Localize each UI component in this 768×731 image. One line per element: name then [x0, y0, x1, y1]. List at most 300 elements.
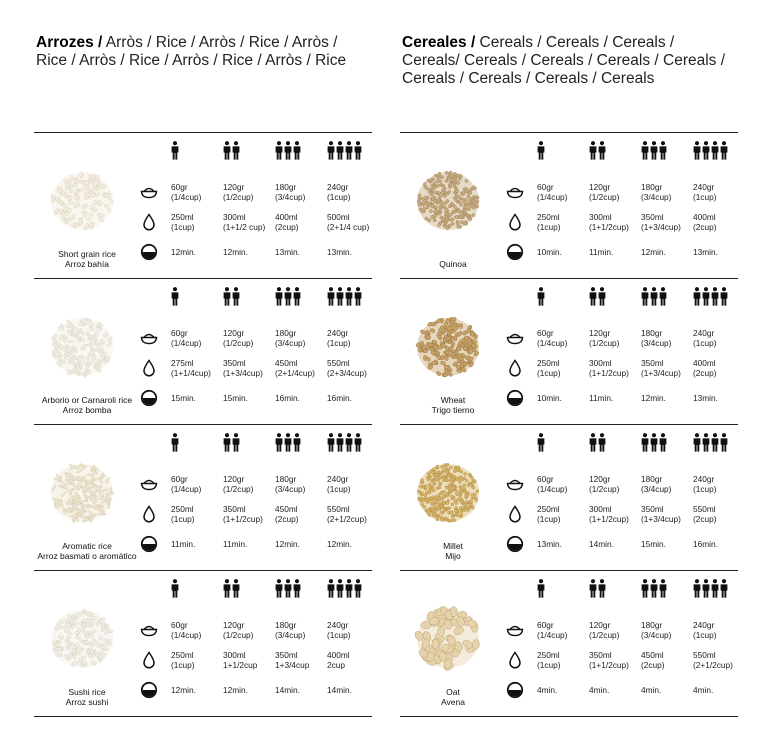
person-icon [171, 141, 179, 160]
person-icon [354, 141, 362, 160]
water-value [641, 213, 681, 232]
person-icon [223, 579, 231, 598]
person-icon [345, 141, 353, 160]
grams-value-line: (1/2cup) [589, 483, 620, 494]
time-value: 12min. [171, 247, 196, 257]
food-section [34, 132, 372, 278]
water-value-line: (1+1/2cup) [223, 513, 263, 524]
grams-value [223, 183, 253, 202]
grams-value [589, 621, 619, 640]
food-name-line: Arroz bomba [62, 405, 112, 415]
person-icon [354, 433, 362, 452]
food-name-line: Oat [446, 687, 460, 697]
food-name-line: Arroz sushi [65, 697, 109, 707]
water-value-line: 300ml [589, 358, 612, 368]
servings-3-people [641, 433, 667, 453]
person-icon [223, 433, 231, 452]
water-value-line: 1+3/4cup [275, 659, 310, 670]
person-icon [275, 141, 283, 160]
clock-icon [506, 243, 524, 261]
servings-1-people [537, 433, 545, 453]
person-icon [720, 579, 728, 598]
water-value [171, 651, 195, 670]
time-value: 15min. [171, 393, 196, 403]
rice-heading-bold: Arrozes / [36, 34, 103, 51]
water-value-line: (2cup) [275, 513, 299, 524]
person-icon [345, 287, 353, 306]
person-icon [537, 433, 545, 452]
water-value [693, 359, 717, 378]
person-icon [327, 287, 335, 306]
water-value-line: (1cup) [537, 513, 561, 524]
grams-value-line: 60gr [537, 474, 554, 484]
grams-value-line: 240gr [327, 182, 349, 192]
food-name-line: Mijo [445, 551, 461, 561]
grams-value-line: 180gr [641, 182, 663, 192]
water-value-line: (1cup) [537, 659, 561, 670]
grams-value-line: (1/4cup) [537, 483, 568, 494]
water-value-line: 550ml [327, 504, 350, 514]
grams-value-line: (1/4cup) [171, 483, 202, 494]
grams-value-line: (1/4cup) [537, 191, 568, 202]
water-value [693, 651, 733, 670]
servings-4-people [327, 433, 362, 453]
person-icon [327, 141, 335, 160]
food-name-line: Sushi rice [68, 687, 106, 697]
person-icon [171, 433, 179, 452]
time-value: 12min. [327, 539, 352, 549]
servings-2-people [589, 579, 606, 599]
grams-value-line: (1/4cup) [171, 629, 202, 640]
person-icon [650, 433, 658, 452]
clock-icon [140, 243, 158, 261]
bowl-icon [140, 183, 158, 201]
clock-icon [506, 681, 524, 699]
bowl-icon [140, 329, 158, 347]
grams-value-line: (1/2cup) [589, 629, 620, 640]
water-value [537, 359, 561, 378]
time-value: 15min. [641, 539, 666, 549]
grams-value-line: (1/4cup) [537, 629, 568, 640]
person-icon [336, 141, 344, 160]
grams-value [327, 329, 351, 348]
water-value-line: 300ml [223, 212, 246, 222]
water-value [693, 213, 717, 232]
water-value [537, 213, 561, 232]
grams-value [327, 183, 351, 202]
servings-1-people [171, 579, 179, 599]
water-drop-icon [140, 213, 158, 231]
water-value [327, 651, 350, 670]
grams-value-line: (3/4cup) [275, 191, 306, 202]
water-value-line: 250ml [537, 504, 560, 514]
food-name [394, 259, 512, 269]
grams-value-line: 180gr [275, 620, 297, 630]
servings-2-people [223, 287, 240, 307]
water-value [589, 359, 629, 378]
person-icon [354, 287, 362, 306]
water-value-line: (1cup) [537, 367, 561, 378]
servings-3-people [641, 287, 667, 307]
short-grain-rice-image [46, 163, 118, 235]
water-drop-icon [140, 651, 158, 669]
person-icon [659, 141, 667, 160]
water-value-line: 500ml [327, 212, 350, 222]
grams-value [693, 183, 717, 202]
person-icon [284, 141, 292, 160]
grams-value [641, 329, 671, 348]
person-icon [223, 287, 231, 306]
food-name-line: Arborio or Carnaroli rice [41, 395, 133, 405]
quinoa-image [412, 163, 484, 235]
food-name-line: Short grain rice [58, 249, 116, 259]
person-icon [702, 141, 710, 160]
person-icon [650, 287, 658, 306]
time-value: 13min. [327, 247, 352, 257]
grams-value-line: 60gr [537, 620, 554, 630]
servings-4-people [327, 141, 362, 161]
food-name-line: Arroz bahía [65, 259, 109, 269]
water-value [589, 213, 629, 232]
grams-value-line: 120gr [589, 328, 611, 338]
person-icon [336, 287, 344, 306]
time-value: 11min. [589, 247, 614, 257]
water-value-line: 350ml [223, 358, 246, 368]
person-icon [284, 579, 292, 598]
water-value-line: (2cup) [275, 221, 299, 232]
water-value-line: 450ml [275, 358, 298, 368]
water-value-line: 350ml [589, 650, 612, 660]
time-value: 4min. [589, 685, 610, 695]
grams-value [171, 183, 201, 202]
time-value: 13min. [275, 247, 300, 257]
grams-value [641, 621, 671, 640]
food-name-line: Aromatic rice [62, 541, 112, 551]
person-icon [275, 433, 283, 452]
water-value-line: (1+3/4cup) [641, 221, 681, 232]
food-section [400, 132, 738, 278]
grams-value [641, 183, 671, 202]
water-value-line: (1+1/2cup) [589, 513, 629, 524]
person-icon [293, 287, 301, 306]
water-value [589, 651, 629, 670]
water-value-line: (1+1/2 cup) [223, 221, 266, 232]
time-value: 16min. [693, 539, 718, 549]
water-value-line: (1cup) [537, 221, 561, 232]
food-section [400, 424, 738, 570]
grams-value-line: 60gr [171, 474, 188, 484]
servings-3-people [275, 579, 301, 599]
food-name [28, 541, 146, 561]
wheat-image [412, 309, 484, 381]
grams-value-line: 180gr [275, 182, 297, 192]
time-value: 13min. [693, 247, 718, 257]
grams-value [171, 475, 201, 494]
servings-2-people [589, 141, 606, 161]
person-icon [345, 579, 353, 598]
grams-value-line: (1/2cup) [589, 337, 620, 348]
time-value: 13min. [537, 539, 562, 549]
water-value-line: 250ml [537, 650, 560, 660]
water-value-line: 1+1/2cup [223, 659, 258, 670]
water-value-line: (2+1/2cup) [327, 513, 367, 524]
person-icon [598, 579, 606, 598]
grams-value-line: (1cup) [693, 337, 717, 348]
person-icon [598, 433, 606, 452]
water-value-line: 350ml [641, 504, 664, 514]
water-value-line: (2cup) [693, 513, 717, 524]
time-value: 13min. [693, 393, 718, 403]
person-icon [327, 433, 335, 452]
clock-icon [140, 535, 158, 553]
grams-value [275, 621, 305, 640]
food-section [34, 570, 372, 717]
sushi-rice-image [46, 601, 118, 673]
grams-value-line: 180gr [641, 328, 663, 338]
water-value-line: (1+3/4cup) [641, 513, 681, 524]
water-value-line: (1+1/4cup) [171, 367, 211, 378]
person-icon [537, 579, 545, 598]
grams-value [537, 621, 567, 640]
grams-value-line: (1/2cup) [223, 337, 254, 348]
time-value: 10min. [537, 247, 562, 257]
cereal-heading [402, 34, 732, 88]
grams-value-line: 60gr [171, 328, 188, 338]
water-value [275, 651, 309, 670]
water-value-line: 250ml [537, 358, 560, 368]
person-icon [232, 141, 240, 160]
food-name [394, 687, 512, 707]
time-value: 15min. [223, 393, 248, 403]
water-value-line: 350ml [641, 212, 664, 222]
time-value: 10min. [537, 393, 562, 403]
grams-value-line: 120gr [223, 620, 245, 630]
water-value [223, 213, 265, 232]
servings-1-people [537, 579, 545, 599]
servings-4-people [693, 141, 728, 161]
water-value-line: (2+1/2cup) [693, 659, 733, 670]
grams-value-line: (1/2cup) [223, 191, 254, 202]
water-value [327, 359, 367, 378]
grams-value [171, 621, 201, 640]
person-icon [720, 433, 728, 452]
arborio-rice-image [46, 309, 118, 381]
cereal-heading-rest: Cereals / Cereals / Cereals / Cereals/ Cereals / Cereals / Cereals / Cereals / Cereals / Cereals / Cereals / Cereals [402, 34, 726, 87]
water-drop-icon [140, 359, 158, 377]
rice-heading-rest: Arròs / Rice / Arròs / Rice / Arròs / Rice / Arròs / Rice / Arròs / Rice / Arròs / Rice [36, 34, 347, 69]
time-value: 16min. [327, 393, 352, 403]
person-icon [589, 433, 597, 452]
millet-image [412, 455, 484, 527]
person-icon [720, 287, 728, 306]
person-icon [589, 579, 597, 598]
time-value: 14min. [327, 685, 352, 695]
water-value-line: (1+3/4cup) [641, 367, 681, 378]
person-icon [232, 433, 240, 452]
water-value-line: (2cup) [693, 367, 717, 378]
time-value: 12min. [641, 247, 666, 257]
water-value [275, 505, 299, 524]
grams-value-line: 120gr [223, 328, 245, 338]
grams-value [327, 621, 351, 640]
grams-value-line: 240gr [693, 328, 715, 338]
grams-value [327, 475, 351, 494]
person-icon [345, 433, 353, 452]
water-value-line: 450ml [275, 504, 298, 514]
water-value-line: 300ml [589, 504, 612, 514]
person-icon [659, 579, 667, 598]
time-value: 12min. [223, 685, 248, 695]
servings-2-people [589, 287, 606, 307]
servings-2-people [589, 433, 606, 453]
person-icon [659, 287, 667, 306]
water-value-line: 550ml [327, 358, 350, 368]
food-name-line: Trigo tierno [431, 405, 475, 415]
water-value-line: 2cup [327, 659, 345, 670]
grams-value-line: (1/4cup) [171, 191, 202, 202]
servings-1-people [171, 433, 179, 453]
grams-value [223, 621, 253, 640]
water-value-line: (2cup) [693, 221, 717, 232]
food-name-line: Avena [441, 697, 465, 707]
time-value: 4min. [537, 685, 558, 695]
water-value [641, 651, 665, 670]
grams-value-line: (1/2cup) [589, 191, 620, 202]
grams-value [693, 475, 717, 494]
water-value-line: 250ml [171, 650, 194, 660]
grams-value [537, 183, 567, 202]
time-value: 12min. [171, 685, 196, 695]
bowl-icon [506, 329, 524, 347]
person-icon [284, 287, 292, 306]
person-icon [293, 433, 301, 452]
time-value: 11min. [171, 539, 196, 549]
clock-icon [140, 389, 158, 407]
servings-4-people [693, 579, 728, 599]
food-name [394, 541, 512, 561]
grams-value [641, 475, 671, 494]
water-value [171, 359, 211, 378]
time-value: 11min. [223, 539, 248, 549]
time-value: 12min. [223, 247, 248, 257]
servings-4-people [693, 287, 728, 307]
grams-value-line: (1cup) [327, 483, 351, 494]
water-drop-icon [506, 651, 524, 669]
grams-value-line: (1cup) [693, 629, 717, 640]
water-drop-icon [506, 505, 524, 523]
water-value-line: (1+3/4cup) [223, 367, 263, 378]
clock-icon [506, 389, 524, 407]
person-icon [693, 287, 701, 306]
person-icon [589, 287, 597, 306]
servings-3-people [275, 287, 301, 307]
grams-value-line: 120gr [223, 474, 245, 484]
grams-value [589, 183, 619, 202]
water-value [327, 505, 367, 524]
rice-table [34, 132, 372, 717]
water-value-line: 550ml [693, 504, 716, 514]
basmati-rice-image [46, 455, 118, 527]
water-value-line: 550ml [693, 650, 716, 660]
grams-value [537, 329, 567, 348]
water-value [171, 505, 195, 524]
water-value-line: (1+1/2cup) [589, 367, 629, 378]
grams-value-line: (3/4cup) [275, 483, 306, 494]
time-value: 16min. [275, 393, 300, 403]
grams-value-line: 180gr [641, 620, 663, 630]
person-icon [641, 287, 649, 306]
person-icon [702, 287, 710, 306]
servings-1-people [537, 141, 545, 161]
time-value: 11min. [589, 393, 614, 403]
servings-4-people [327, 579, 362, 599]
person-icon [336, 433, 344, 452]
grams-value-line: (1/2cup) [223, 629, 254, 640]
grams-value-line: (1cup) [693, 191, 717, 202]
time-value: 14min. [589, 539, 614, 549]
person-icon [659, 433, 667, 452]
water-value-line: 250ml [537, 212, 560, 222]
bowl-icon [506, 183, 524, 201]
grams-value-line: 60gr [171, 182, 188, 192]
grams-value-line: 240gr [327, 474, 349, 484]
servings-2-people [223, 579, 240, 599]
person-icon [223, 141, 231, 160]
grams-value-line: (1/2cup) [223, 483, 254, 494]
time-value: 4min. [641, 685, 662, 695]
food-name-line: Millet [443, 541, 463, 551]
grams-value [589, 329, 619, 348]
grams-value-line: (3/4cup) [275, 337, 306, 348]
time-value: 4min. [693, 685, 714, 695]
person-icon [537, 287, 545, 306]
water-value-line: 450ml [641, 650, 664, 660]
person-icon [336, 579, 344, 598]
person-icon [293, 579, 301, 598]
water-value-line: 300ml [589, 212, 612, 222]
person-icon [293, 141, 301, 160]
cereal-heading-bold: Cereales / [402, 34, 476, 51]
time-value: 12min. [275, 539, 300, 549]
water-value-line: 350ml [223, 504, 246, 514]
grams-value-line: 120gr [589, 182, 611, 192]
water-drop-icon [506, 213, 524, 231]
person-icon [171, 579, 179, 598]
grams-value-line: (1cup) [327, 337, 351, 348]
water-value-line: 250ml [171, 212, 194, 222]
water-value-line: (1cup) [171, 513, 195, 524]
person-icon [232, 579, 240, 598]
water-value [223, 359, 263, 378]
grams-value-line: (1cup) [327, 191, 351, 202]
water-value-line: 350ml [275, 650, 298, 660]
person-icon [598, 287, 606, 306]
water-value-line: (2+1/4 cup) [327, 221, 370, 232]
water-value [693, 505, 717, 524]
grams-value-line: (1/4cup) [171, 337, 202, 348]
grams-value-line: (1cup) [693, 483, 717, 494]
person-icon [275, 579, 283, 598]
water-value-line: 350ml [641, 358, 664, 368]
water-value [641, 359, 681, 378]
food-name [28, 687, 146, 707]
grams-value-line: 120gr [589, 474, 611, 484]
servings-1-people [171, 287, 179, 307]
person-icon [641, 433, 649, 452]
water-value-line: (2+3/4cup) [327, 367, 367, 378]
grams-value [223, 475, 253, 494]
person-icon [650, 579, 658, 598]
